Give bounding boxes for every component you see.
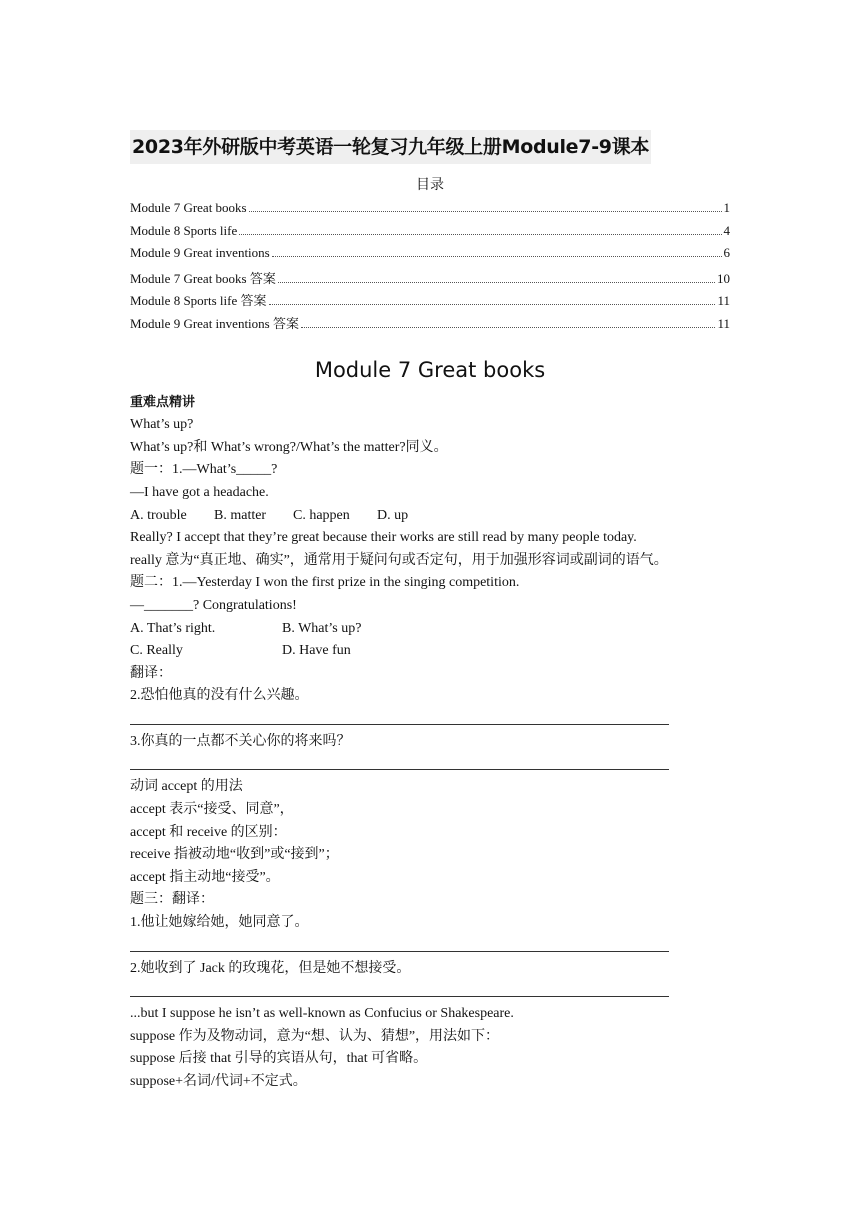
text-line: 题一：1.—What’s_____? — [130, 462, 278, 478]
text-line: 2.恐怕他真的没有什么兴趣。 — [130, 688, 309, 704]
text-line: accept 表示“接受、同意”， — [130, 802, 294, 818]
text-line: 题二：1.—Yesterday I won the first prize in the singing competition. — [130, 575, 520, 591]
text-line: 题三：翻译： — [130, 892, 214, 908]
text-line: Really? I accept that they’re great because their works are still read by many people today. — [130, 530, 637, 546]
toc-entry[interactable]: Module 7 Great books 答案 10 — [130, 270, 730, 286]
answer-blank[interactable] — [130, 708, 669, 725]
text-line: What’s up? — [130, 417, 194, 433]
answer-blank[interactable] — [130, 753, 669, 770]
option: C. happen — [293, 507, 350, 523]
text-line: 动词 accept 的用法 — [130, 779, 243, 795]
question-options — [130, 505, 730, 528]
text-line: 1.他让她嫁给她，她同意了。 — [130, 915, 309, 931]
option: D. Have fun — [282, 643, 351, 659]
option: B. matter — [214, 507, 267, 523]
text-line: —_______? Congratulations! — [130, 597, 297, 613]
module-title: Module 7 Great books — [314, 357, 546, 382]
text-line: really 意为“真正地、确实”，通常用于疑问句或否定句，用于加强形容词或副词的语气。 — [130, 552, 668, 568]
answer-blank[interactable] — [130, 935, 669, 952]
text-line: accept 指主动地“接受”。 — [130, 869, 280, 885]
toc-entry[interactable]: Module 7 Great books 1 — [130, 200, 730, 215]
option: D. up — [377, 507, 409, 523]
text-line: What’s up?和 What’s wrong?/What’s the matter?同义。 — [130, 439, 448, 455]
option: C. Really — [130, 643, 183, 659]
document-page — [130, 130, 730, 1094]
text-line: suppose 后接 that 引导的宾语从句，that 可省略。 — [130, 1051, 428, 1067]
option: A. trouble — [130, 507, 187, 523]
section-heading: 重难点精讲 — [130, 394, 196, 410]
answer-blank[interactable] — [130, 980, 669, 997]
table-of-contents — [130, 200, 730, 336]
text-line: 3.你真的一点都不关心你的将来吗？ — [130, 733, 351, 749]
toc-entry[interactable]: Module 9 Great inventions 6 — [130, 245, 730, 261]
text-line: 翻译： — [130, 665, 172, 681]
text-line: 2.她收到了 Jack 的玫瑰花，但是她不想接受。 — [130, 960, 411, 976]
option: B. What’s up? — [282, 620, 362, 636]
question-options — [130, 618, 730, 641]
document-title: 2023年外研版中考英语一轮复习九年级上册Module7-9课本 — [130, 130, 651, 164]
text-line: ...but I suppose he isn’t as well-known as Confucius or Shakespeare. — [130, 1006, 514, 1022]
text-line: —I have got a headache. — [130, 484, 269, 500]
toc-entry[interactable]: Module 8 Sports life 答案 11 — [130, 293, 730, 309]
toc-heading: 目录 — [416, 178, 444, 193]
text-line: accept 和 receive 的区别： — [130, 824, 287, 840]
text-line: suppose 作为及物动词，意为“想、认为、猜想”，用法如下： — [130, 1028, 500, 1044]
toc-entry[interactable]: Module 8 Sports life 4 — [130, 222, 730, 238]
toc-entry[interactable]: Module 9 Great inventions 答案 11 — [130, 315, 730, 331]
text-line: suppose+名词/代词+不定式。 — [130, 1074, 307, 1089]
option: A. That’s right. — [130, 620, 216, 636]
text-line: receive 指被动地“收到”或“接到”； — [130, 847, 339, 863]
question-options — [130, 640, 730, 663]
